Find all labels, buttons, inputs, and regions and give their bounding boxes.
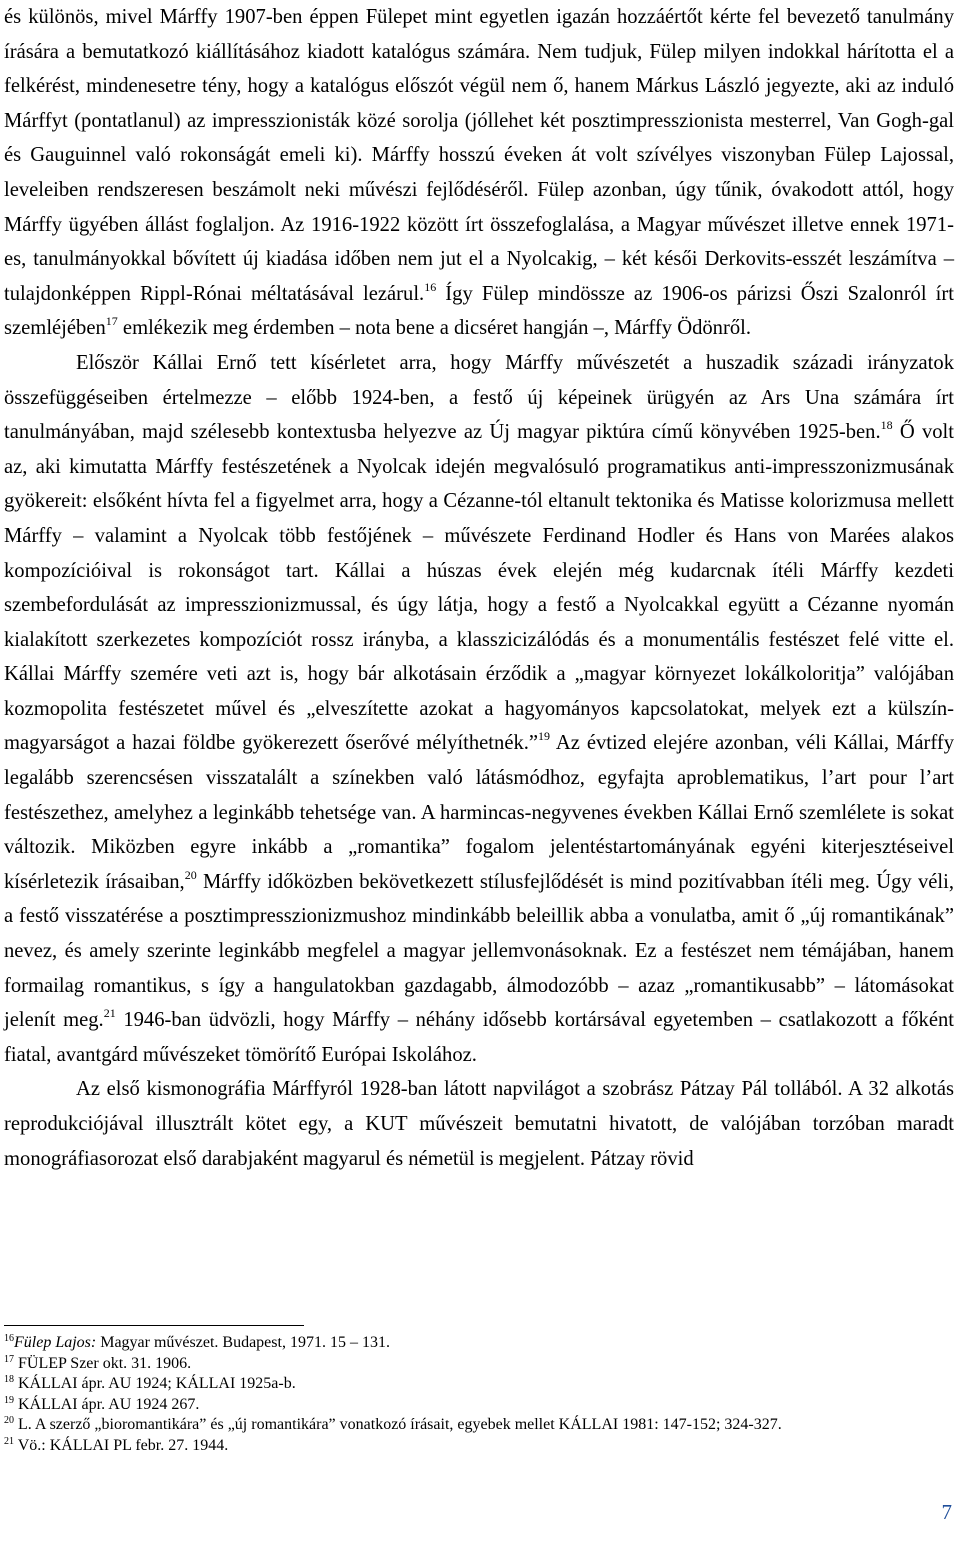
footnote-number: 17: [4, 1353, 14, 1365]
text-run: Ő volt az, aki kimutatta Márffy festészetének a Nyolcak idején megvalósuló programatikus anti-impresszonizmusának gyökereit: elsőként hívta fel a figyelmet arra, hogy a Cézanne-tól eltanult tektonika és Matisse kolorizmusa mellett Márffy – valamint a Nyolcak több festőjének – művészete Ferdinand Hodler és Hans von Marées alakos kompozícióival is rokonságot tart. Kállai a húszas évek elején még kudarcnak ítéli Márffy kezdeti szembefordulását az impresszionizmussal, és úgy látja, hogy a festő a Nyolcakkal együtt a Cézanne nyomán kialakított szerkezetes kompozíciót rossz irányba, a klasszicizálódás és a monumentális festészet felé vitte el. Kállai Márffy szemére veti azt is, hogy bár alkotásain érződik a „magyar környezet lokálkoloritja” valójában kozmopolita festészetet művel és „elveszítette azokat a hagyományos kapcsolatokat, melyek ezt a külszín-magyarságot a hazai földbe gyökerezett őserővé mélyíthetnék.”: [4, 421, 954, 755]
footnote-italic: Fülep Lajos:: [14, 1334, 97, 1351]
paragraph-2: [4, 346, 954, 1072]
footnote: [4, 1354, 954, 1375]
footnote-number: 16: [4, 1333, 14, 1344]
footnote: [4, 1395, 954, 1416]
footnote-ref: 17: [105, 314, 118, 329]
text-run: és különös, mivel Márffy 1907-ben éppen Fülepet mint egyetlen igazán hozzáértőt kérte fel bevezető tanulmány írására a bemutatkozó kiállításához kiadott katalógus számára. Nem tudjuk, Fülep milyen indokkal hárította el a felkérést, mindenesetre tény, hogy a katalógus előszót végül nem ő, hanem Márkus László jegyezte, aki az induló Márffyt (pontatlanul) az impresszionisták közé sorolja (jóllehet két posztimpresszionista mesterrel, Van Gogh-gal és Gauguinnel való rokonságát emeli ki). Márffy hosszú éveken át volt szívélyes viszonyban Fülep Lajossal, leveleiben rendszeresen beszámolt neki művészi fejlődéséről. Fülep azonban, úgy tűnik, óvakodott attól, hogy Márffy ügyében állást foglaljon. Az 1916-1922 között írt összefoglalása, a Magyar művészet illetve ennek 1971-es, tanulmányokkal bővített új kiadása időben nem jut el a Nyolcakig, – két késői Derkovits-esszét leszámítva – tulajdonképpen Rippl-Rónai méltatásával lezárul.: [4, 6, 954, 305]
footnote: [4, 1374, 954, 1395]
footnotes: [4, 1333, 954, 1456]
text-run: emlékezik meg érdemben – nota bene a dicséret hangján –, Márffy Ödönről.: [117, 317, 751, 340]
footnote-text: L. A szerző „bioromantikára” és „új romantikára” vonatkozó írásait, egyebek mellet KÁLLAI 1981: 147-152; 324-327.: [14, 1416, 782, 1433]
footnote-number: 18: [4, 1374, 14, 1385]
text-run: Márffy időközben bekövetkezett stílusfejlődését is mind pozitívabban ítéli meg. Úgy véli, a festő visszatérése a posztimpresszionizmushoz mindinkább beleillik abba a vonulatba, amit ő „új romantikának” nevez, és amely szerinte leginkább megfelel a magyar jellemvonásoknak. Ez a festészet nem témájában, hanem formailag romantikus, s így a hangulatokban gazdagabb, álmodozóbb – azaz „romantikusabb” – látomásokat jelenít meg.: [4, 870, 955, 1032]
footnote-ref: 21: [103, 1006, 116, 1021]
footnote-ref: 18: [880, 418, 893, 433]
footnote-text: KÁLLAI ápr. AU 1924 267.: [14, 1395, 200, 1413]
footnote-text: Magyar művészet. Budapest, 1971. 15 – 131.: [96, 1334, 390, 1351]
footnote: [4, 1333, 954, 1354]
text-run: Így Fülep mindössze az 1906-os párizsi Őszi Szalonról írt szemléjében: [4, 282, 954, 340]
footnote-ref: 20: [184, 867, 197, 882]
footnote-text: Vö.: KÁLLAI PL febr. 27. 1944.: [14, 1436, 229, 1454]
footnote-text: FÜLEP Szer okt. 31. 1906.: [14, 1354, 192, 1372]
body-text: [4, 0, 954, 1176]
page-number: 7: [941, 1500, 952, 1524]
footnote-number: 20: [4, 1415, 14, 1426]
text-run: Az évtized elejére azonban, véli Kállai, Márffy legalább szerencsésen visszatalált a színekben való látásmódhoz, egyfajta aproblematikus, l’art pour l’art festészethez, amelyhez a leginkább tehetsége van. A harmincas-negyvenes években Kállai Ernő szemlélete is sokat változik. Miközben egyre inkább a „romantika” fogalom jelentéstartományának egyéni kiterjesztéseivel kísérletezik írásaiban,: [4, 732, 954, 893]
text-run: Először Kállai Ernő tett kísérletet arra, hogy Márffy művészetét a huszadik századi irányzatok összefüggéseiben értelmezze – előbb 1924-ben, a festő új képeinek ürügyén az Ars Una számára írt tanulmányában, majd szélesebb kontextusba helyezve az Új magyar piktúra című könyvében 1925-ben.: [4, 351, 954, 444]
footnote-ref: 16: [424, 279, 437, 294]
paragraph-3: [4, 1072, 954, 1176]
footnote-number: 21: [4, 1435, 14, 1447]
footnote-ref: 19: [538, 729, 551, 744]
footnote-text: KÁLLAI ápr. AU 1924; KÁLLAI 1925a-b.: [14, 1375, 296, 1392]
text-run: 1946-ban üdvözli, hogy Márffy – néhány idősebb kortársával egyetemben – csatlakozott a főként fiatal, avantgárd művészeket tömörítő Európai Iskolához.: [4, 1009, 954, 1066]
footnote: [4, 1415, 954, 1436]
footnote: [4, 1436, 954, 1457]
paragraph-1: [4, 0, 954, 346]
footnote-separator: [4, 1325, 304, 1326]
text-run: Az első kismonográfia Márffyról 1928-ban látott napvilágot a szobrász Pátzay Pál tollából. A 32 alkotás reprodukciójával illusztrált kötet egy, a KUT művészeit bemutatni hivatott, de valójában torzóban maradt monográfiasorozat első darabjaként magyarul és németül is megjelent. Pátzay rövid: [4, 1078, 954, 1170]
footnote-number: 19: [4, 1394, 14, 1406]
